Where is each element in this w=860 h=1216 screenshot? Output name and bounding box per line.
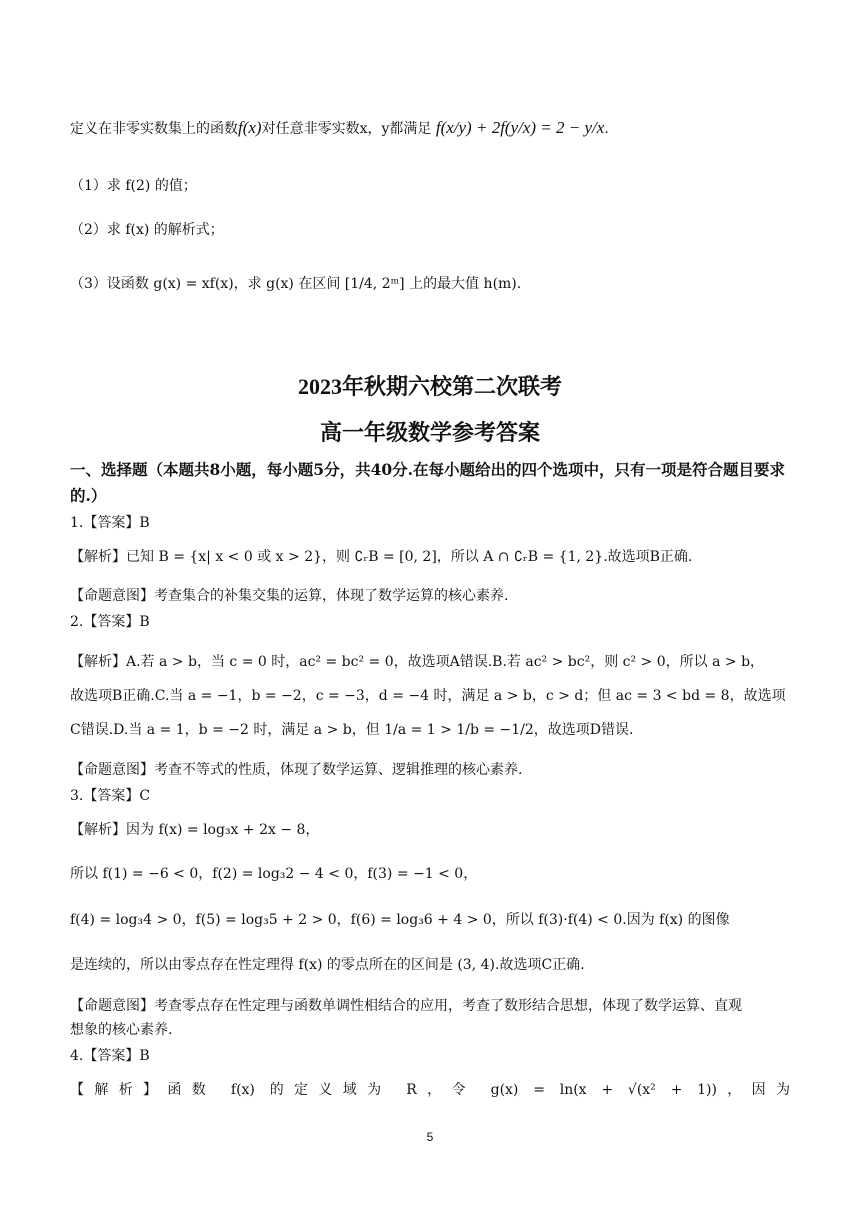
problem-stem: [70, 118, 790, 139]
analysis-3-line-1: 【解析】因为 f(x) = log₃x + 2x − 8，: [70, 822, 320, 838]
intent-3-line-2: 想象的核心素养.: [70, 1022, 173, 1038]
page-number: 5: [426, 1130, 434, 1144]
problem-part-2: （2）求 f(x) 的解析式；: [70, 222, 224, 238]
problem-stem-fx: f(x): [238, 118, 262, 137]
intent-1-line-1: 【命题意图】考查集合的补集交集的运算，体现了数学运算的核心素养.: [70, 588, 509, 604]
problem-part-3: （3）设函数 g(x) = xf(x)，求 g(x) 在区间 [1/4, 2ᵐ] 上的最大值 h(m).: [70, 276, 522, 292]
analysis-3-line-3: f(4) = log₃4 > 0，f(5) = log₃5 + 2 > 0，f(6) = log₃6 + 4 > 0，所以 f(3)·f(4) < 0.因为 f(x) 的图像: [70, 912, 730, 928]
answer-3: 3.【答案】C: [70, 788, 151, 804]
analysis-2-line-3: C错误.D.当 a = 1，b = −2 时，满足 a > b，但 1/a = 1 > 1/b = −1/2，故选项D错误.: [70, 722, 634, 738]
analysis-4-line-1: 【解析】函数 f(x) 的定义域为 R，令 g(x) = ln(x + √(x² + 1))，因为: [70, 1082, 790, 1098]
intent-3-line-1: 【命题意图】考查零点存在性定理与函数单调性相结合的应用，考查了数形结合思想，体现了数学运算、直观: [70, 998, 742, 1014]
answer-4: 4.【答案】B: [70, 1048, 150, 1064]
page-subtitle: 高一年级数学参考答案: [319, 420, 540, 445]
problem-stem-prefix: 定义在非零实数集上的函数: [70, 121, 238, 137]
problem-part-1: （1）求 f(2) 的值；: [70, 178, 197, 194]
analysis-2-line-1: 【解析】A.若 a > b，当 c = 0 时，ac² = bc² = 0，故选项A错误.B.若 ac² > bc²，则 c² > 0，所以 a > b，: [70, 654, 765, 670]
analysis-3-line-2: 所以 f(1) = −6 < 0，f(2) = log₃2 − 4 < 0，f(3) = −1 < 0，: [70, 866, 478, 882]
page-title: 2023年秋期六校第二次联考: [297, 374, 562, 399]
analysis-1-line-1: 【解析】已知 B = {x| x < 0 或 x > 2}，则 ∁ᵣB = [0, 2]，所以 A ∩ ∁ᵣB = {1, 2}.故选项B正确.: [70, 549, 693, 565]
analysis-2-line-2: 故选项B正确.C.当 a = −1，b = −2，c = −3，d = −4 时，满足 a > b，c > d；但 ac = 3 < bd = 8，故选项: [70, 688, 786, 704]
answer-2: 2.【答案】B: [70, 614, 150, 630]
section-heading: 一、选择题（本题共8小题，每小题5分，共40分.在每小题给出的四个选项中，只有一项是符合题目要求的.）: [70, 460, 786, 505]
problem-stem-mid: 对任意非零实数x，y都满足: [261, 121, 432, 137]
problem-stem-equation: f(x/y) + 2f(y/x) = 2 − y/x: [435, 118, 605, 137]
problem-stem-end: .: [604, 121, 609, 137]
intent-2-line-1: 【命题意图】考查不等式的性质，体现了数学运算、逻辑推理的核心素养.: [70, 762, 523, 778]
analysis-3-line-4: 是连续的，所以由零点存在性定理得 f(x) 的零点所在的区间是 (3, 4).故选项C正确.: [70, 957, 585, 973]
answer-1: 1.【答案】B: [70, 515, 150, 531]
